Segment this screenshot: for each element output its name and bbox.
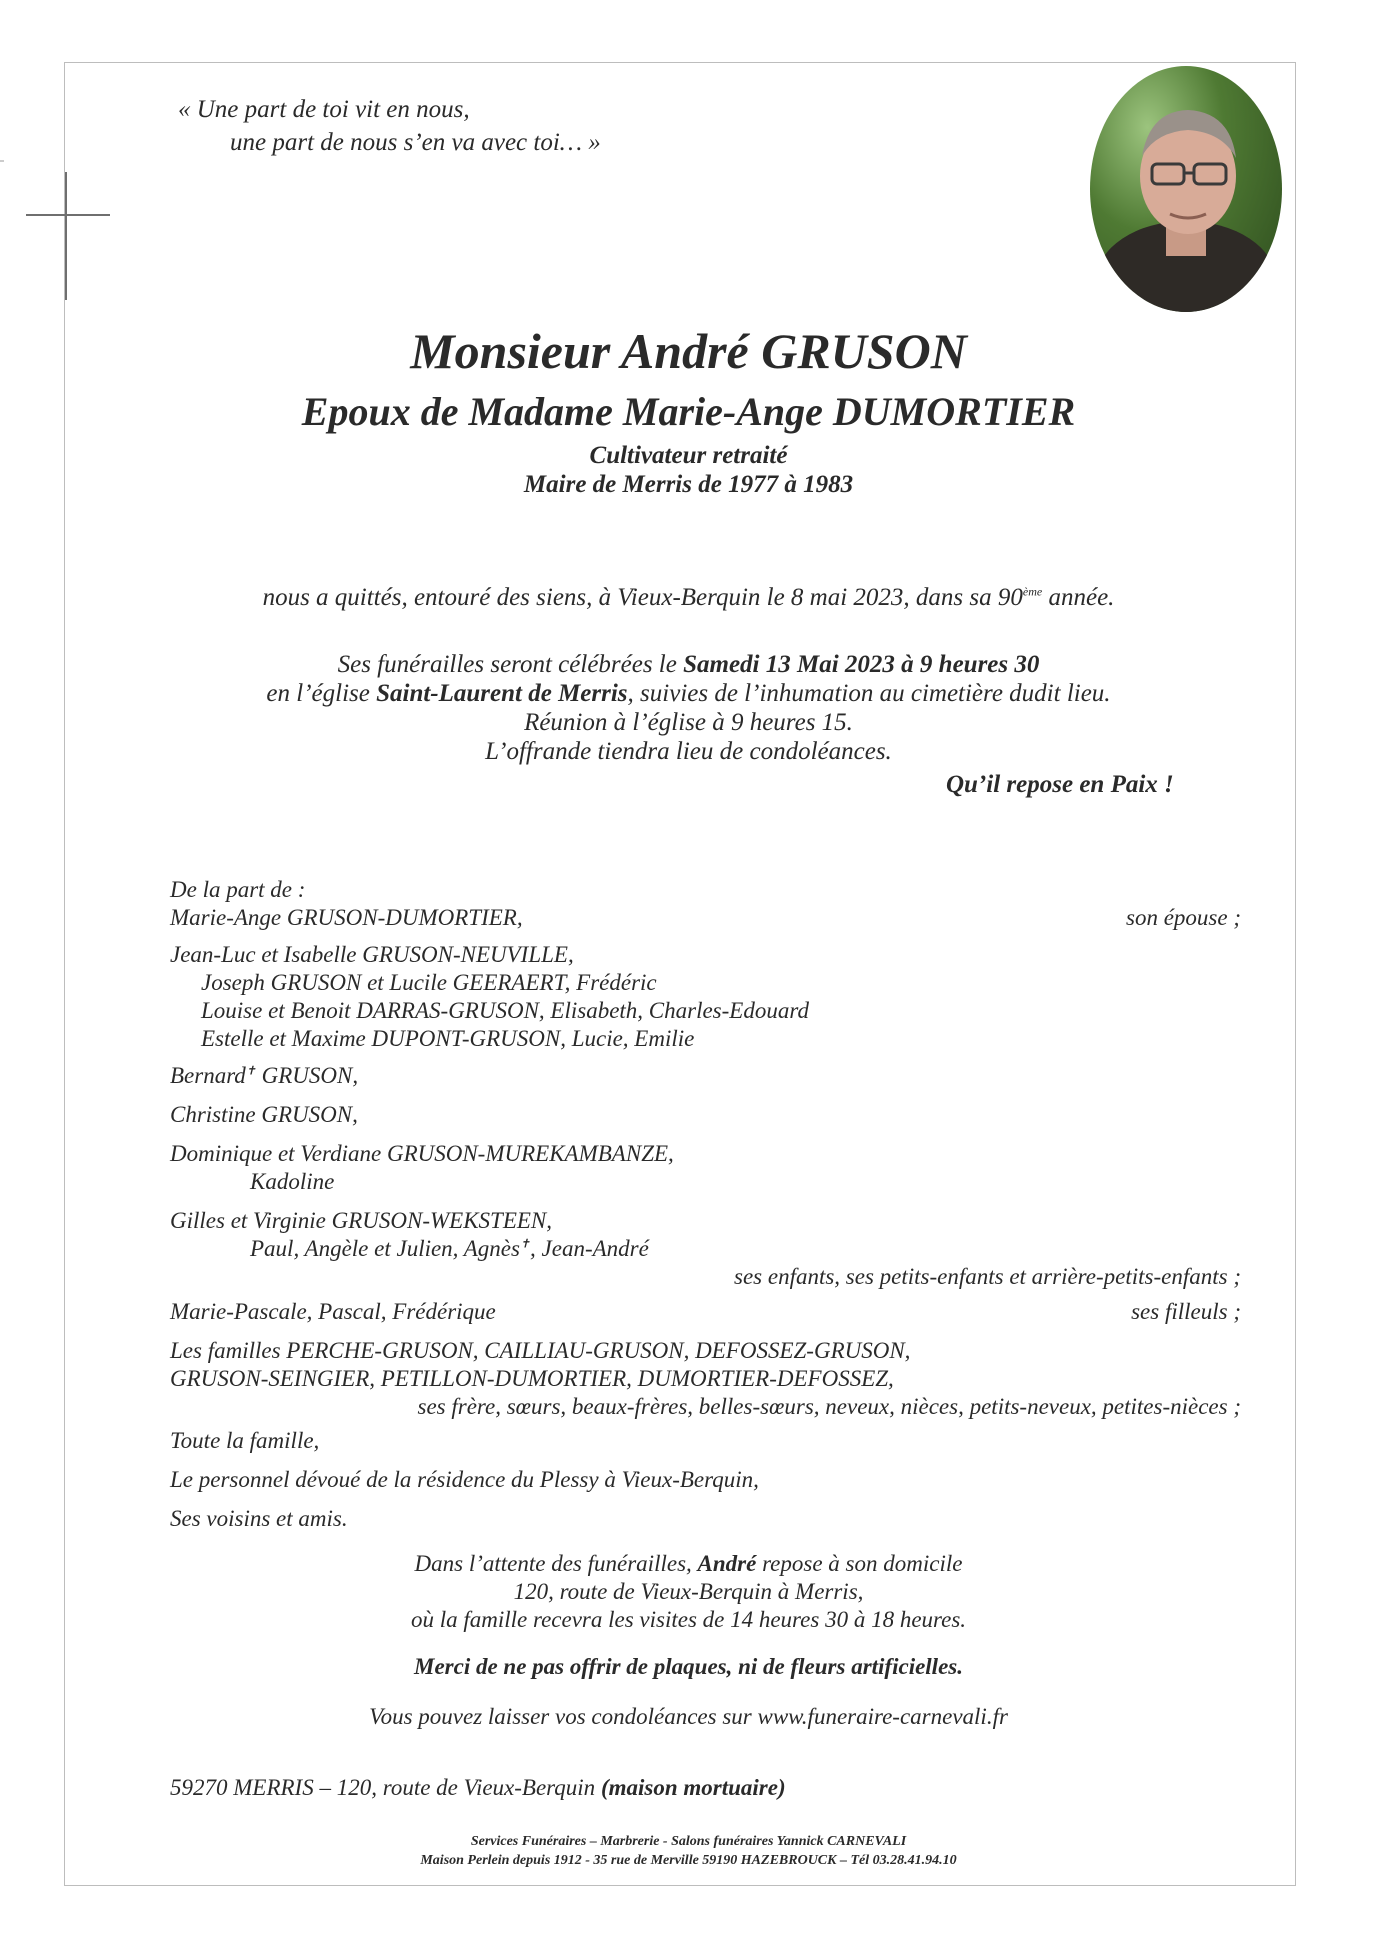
godchildren: Marie-Pascale, Pascal, Frédérique — [170, 1299, 496, 1324]
rest-in-peace: Qu’il repose en Paix ! — [946, 771, 1174, 798]
wake-line-3: où la famille recevra les visites de 14 heures 30 à 18 heures. — [410, 1607, 967, 1632]
quote-line-2: une part de nous s’en va avec toi… » — [230, 129, 601, 156]
wake-line-1: Dans l’attente des funérailles, André repose à son domicile — [414, 1551, 963, 1576]
quote-line-1: « Une part de toi vit en nous, — [178, 96, 470, 123]
grandchild-1a: Joseph GRUSON et Lucile GEERAERT, Frédéric — [201, 970, 657, 995]
families-line-1: Les familles PERCHE-GRUSON, CAILLIAU-GRUSON, DEFOSSEZ-GRUSON, — [170, 1338, 911, 1363]
child-1: Jean-Luc et Isabelle GRUSON-NEUVILLE, — [170, 942, 574, 967]
neighbours: Ses voisins et amis. — [170, 1506, 348, 1531]
spouse-line: Epoux de Madame Marie-Ange DUMORTIER — [301, 389, 1076, 434]
wake-line-2: 120, route de Vieux-Berquin à Merris, — [513, 1579, 864, 1604]
death-announcement: nous a quittés, entouré des siens, à Vieux-Berquin le 8 mai 2023, dans sa 90ème année. — [262, 584, 1115, 611]
footer-contact: Maison Perlein depuis 1912 - 35 rue de Merville 59190 HAZEBROUCK – Tél 03.28.41.94.10 — [420, 1853, 957, 1868]
flowers-request: Merci de ne pas offrir de plaques, ni de fleurs artificielles. — [414, 1654, 963, 1679]
condolences-website: Vous pouvez laisser vos condoléances sur www.funeraire-carnevali.fr — [369, 1704, 1008, 1729]
whole-family: Toute la famille, — [170, 1428, 320, 1453]
funeral-line-1: Ses funérailles seront célébrées le Samedi 13 Mai 2023 à 9 heures 30 — [337, 651, 1040, 678]
grandchild-1b: Louise et Benoit DARRAS-GRUSON, Elisabeth, Charles-Edouard — [201, 998, 809, 1023]
grandchild-4a: Kadoline — [250, 1169, 335, 1194]
deceased-mark-icon: ✝ — [519, 1236, 531, 1251]
families-line-2: GRUSON-SEINGIER, PETILLON-DUMORTIER, DUMORTIER-DEFOSSEZ, — [170, 1366, 894, 1391]
occupation: Cultivateur retraité — [589, 442, 788, 469]
godchildren-relation: ses filleuls ; — [1131, 1299, 1241, 1324]
deceased-mark-icon: ✝ — [245, 1063, 256, 1078]
residence-staff: Le personnel dévoué de la résidence du Plessy à Vieux-Berquin, — [170, 1467, 759, 1492]
wife-name: Marie-Ange GRUSON-DUMORTIER, — [170, 905, 523, 930]
deceased-name: Monsieur André GRUSON — [410, 323, 967, 379]
child-2: Bernard✝ GRUSON, — [170, 1063, 359, 1088]
families-relation: ses frère, sœurs, beaux-frères, belles-sœurs, neveux, nièces, petits-neveux, petites-nièces ; — [417, 1394, 1241, 1419]
funeral-line-4: L’offrande tiendra lieu de condoléances. — [485, 738, 892, 765]
child-3: Christine GRUSON, — [170, 1102, 358, 1127]
funeral-line-2: en l’église Saint-Laurent de Merris, suivies de l’inhumation au cimetière dudit lieu. — [266, 680, 1111, 707]
children-relation: ses enfants, ses petits-enfants et arrière-petits-enfants ; — [734, 1264, 1241, 1289]
footer-services: Services Funéraires – Marbrerie - Salons funéraires Yannick CARNEVALI — [470, 1834, 907, 1849]
funeral-line-3: Réunion à l’église à 9 heures 15. — [524, 709, 853, 736]
wife-relation: son épouse ; — [1126, 905, 1241, 930]
grandchild-5a: Paul, Angèle et Julien, Agnès✝, Jean-André — [250, 1236, 649, 1261]
grandchild-1c: Estelle et Maxime DUPONT-GRUSON, Lucie, Emilie — [201, 1026, 695, 1051]
child-5: Gilles et Virginie GRUSON-WEKSTEEN, — [170, 1208, 553, 1233]
margin-mark — [0, 160, 4, 162]
family-intro: De la part de : — [170, 877, 306, 902]
mayor-line: Maire de Merris de 1977 à 1983 — [523, 471, 854, 498]
funeral-home-address: 59270 MERRIS – 120, route de Vieux-Berquin (maison mortuaire) — [170, 1775, 786, 1800]
child-4: Dominique et Verdiane GRUSON-MUREKAMBANZE, — [170, 1141, 674, 1166]
portrait-photo — [1090, 66, 1282, 312]
